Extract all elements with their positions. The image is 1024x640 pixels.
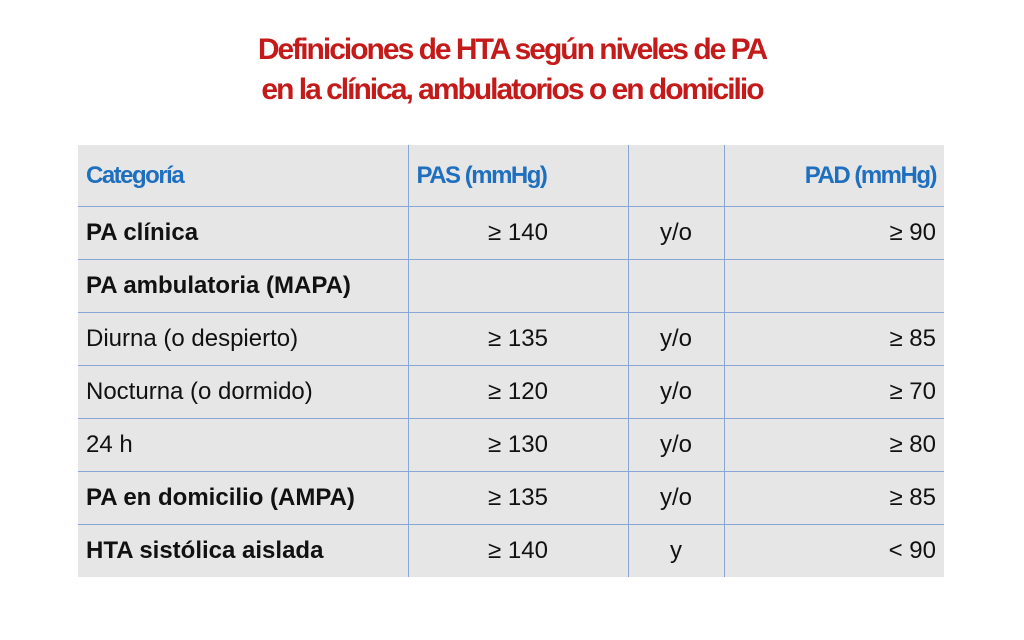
header-pas: PAS (mmHg) xyxy=(408,145,628,207)
cell-conjunction: y/o xyxy=(628,419,724,472)
cell-pas: ≥ 120 xyxy=(408,366,628,419)
cell-conjunction: y/o xyxy=(628,472,724,525)
table-row xyxy=(78,207,944,260)
table-row xyxy=(78,260,944,313)
cell-category: PA clínica xyxy=(78,207,408,260)
slide-title xyxy=(0,30,1024,110)
hta-definitions-table xyxy=(78,145,944,577)
cell-conjunction: y/o xyxy=(628,366,724,419)
cell-category: PA en domicilio (AMPA) xyxy=(78,472,408,525)
cell-pas: ≥ 140 xyxy=(408,525,628,578)
cell-pas: ≥ 135 xyxy=(408,313,628,366)
header-pad: PAD (mmHg) xyxy=(724,145,944,207)
cell-pas: ≥ 130 xyxy=(408,419,628,472)
cell-conjunction xyxy=(628,260,724,313)
cell-pas: ≥ 135 xyxy=(408,472,628,525)
title-line-2: en la clínica, ambulatorios o en domicilio xyxy=(261,73,763,106)
cell-pad: ≥ 85 xyxy=(724,313,944,366)
header-category: Categoría xyxy=(78,145,408,207)
cell-pad: ≥ 80 xyxy=(724,419,944,472)
cell-pad: < 90 xyxy=(724,525,944,578)
table-row xyxy=(78,419,944,472)
cell-conjunction: y/o xyxy=(628,313,724,366)
table-header-row xyxy=(78,145,944,207)
cell-category: Nocturna (o dormido) xyxy=(78,366,408,419)
table-row xyxy=(78,313,944,366)
table-row xyxy=(78,472,944,525)
cell-pad xyxy=(724,260,944,313)
table-body xyxy=(78,207,944,578)
cell-pad: ≥ 70 xyxy=(724,366,944,419)
cell-pad: ≥ 90 xyxy=(724,207,944,260)
title-line-1: Definiciones de HTA según niveles de PA xyxy=(257,33,767,66)
cell-conjunction: y/o xyxy=(628,207,724,260)
cell-pad: ≥ 85 xyxy=(724,472,944,525)
cell-conjunction: y xyxy=(628,525,724,578)
cell-category: 24 h xyxy=(78,419,408,472)
cell-pas xyxy=(408,260,628,313)
cell-category: Diurna (o despierto) xyxy=(78,313,408,366)
cell-category: HTA sistólica aislada xyxy=(78,525,408,578)
cell-category: PA ambulatoria (MAPA) xyxy=(78,260,408,313)
table-row xyxy=(78,525,944,578)
header-conjunction xyxy=(628,145,724,207)
table-row xyxy=(78,366,944,419)
cell-pas: ≥ 140 xyxy=(408,207,628,260)
